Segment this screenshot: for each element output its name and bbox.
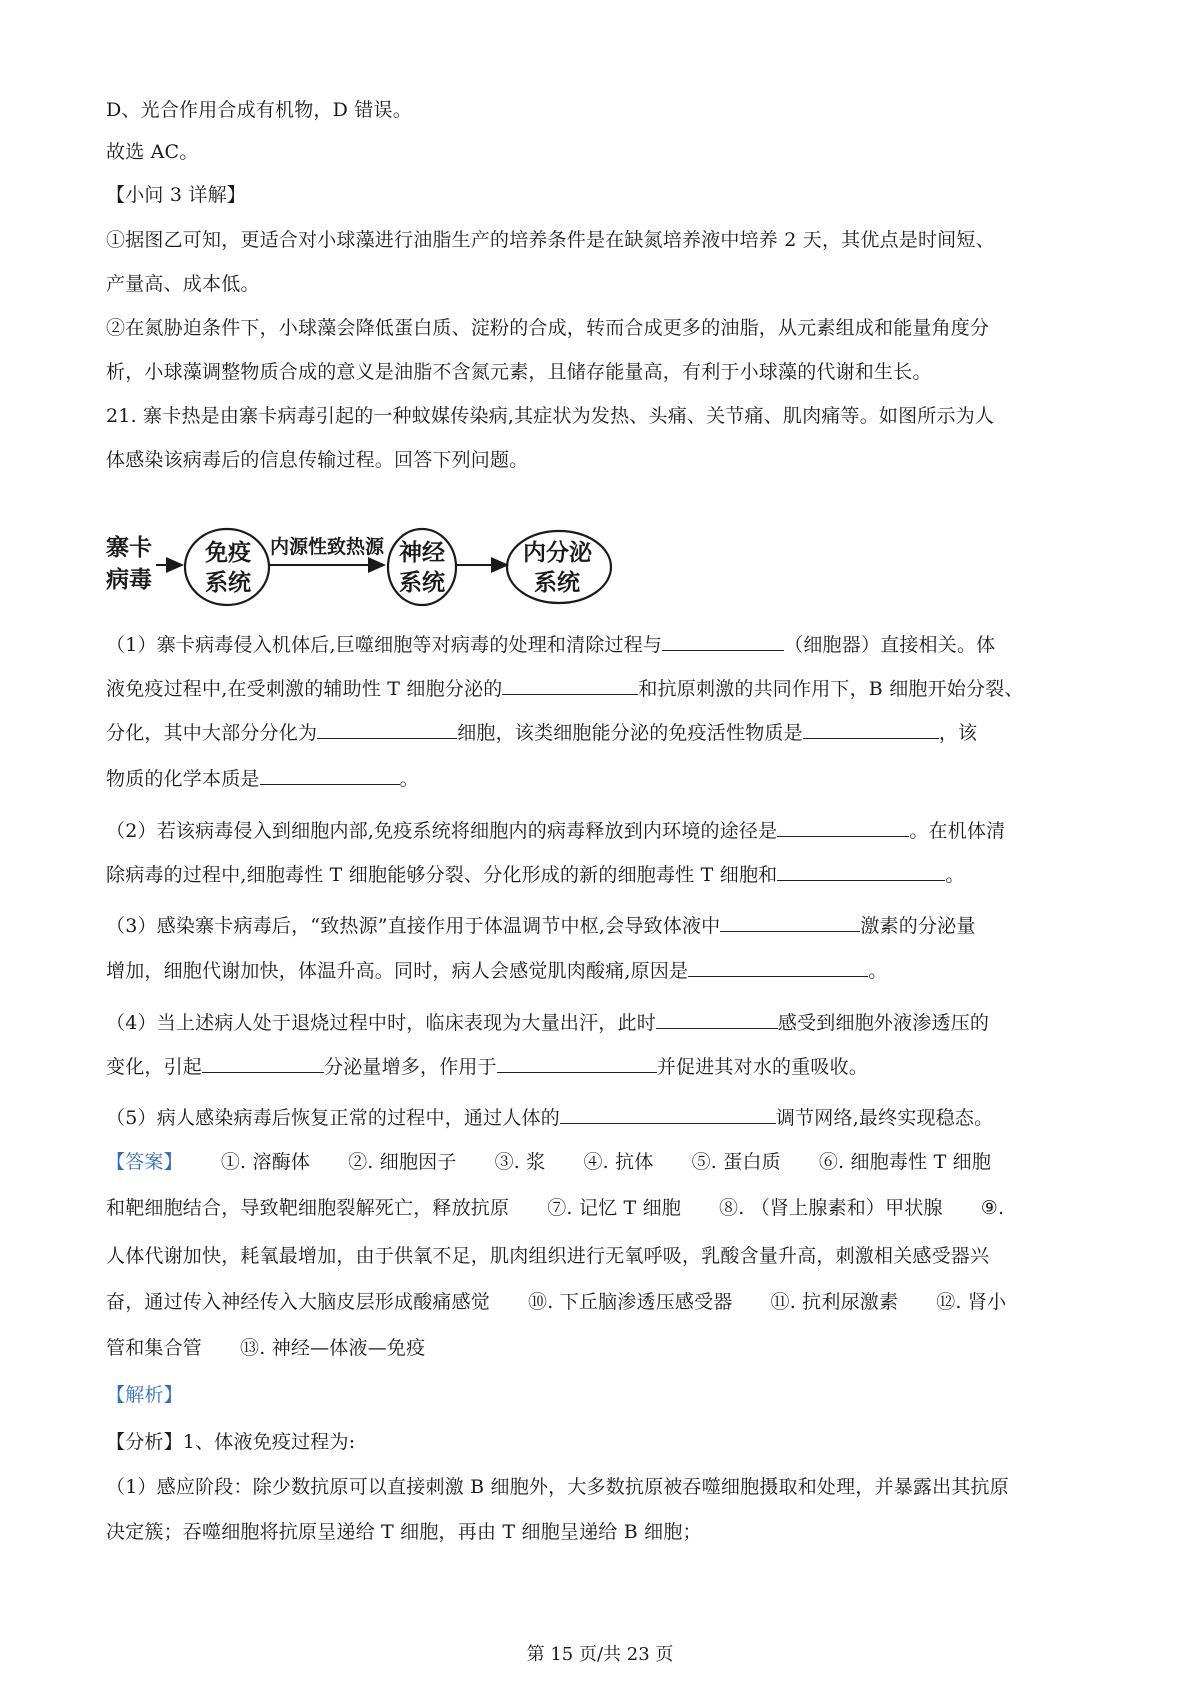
answer-item: 管和集合管 bbox=[106, 1337, 203, 1359]
question-text: 感受到细胞外液渗透压的 bbox=[777, 1012, 990, 1034]
diagram-source-line2: 病毒 bbox=[106, 567, 152, 593]
text-line: D、光合作用合成有机物，D 错误。 bbox=[106, 99, 412, 121]
question-line bbox=[106, 913, 1098, 938]
question-text: 和抗原刺激的共同作用下，B 细胞开始分裂、 bbox=[638, 678, 1024, 700]
answer-item: ⑪. 抗利尿激素 bbox=[770, 1291, 899, 1313]
answer-item: ⑤. 蛋白质 bbox=[691, 1151, 781, 1173]
answer-blank[interactable] bbox=[497, 1054, 657, 1073]
text-line: ①据图乙可知，更适合对小球藻进行油脂生产的培养条件是在缺氮培养液中培养 2 天，其优点是时间短、 bbox=[106, 229, 995, 251]
answer-tag: 【答案】 bbox=[106, 1151, 183, 1173]
answer-item: ⑧. （肾上腺素和）甲状腺 bbox=[719, 1197, 943, 1219]
question-text: 激素的分泌量 bbox=[860, 915, 976, 937]
analysis-line: （1）感应阶段：除少数抗原可以直接刺激 B 细胞外，大多数抗原被吞噬细胞摄取和处理，并暴露出其抗原 bbox=[106, 1476, 1009, 1498]
answer-item: ⑫. 肾小 bbox=[936, 1291, 1007, 1313]
question-text: 除病毒的过程中,细胞毒性 T 细胞能够分裂、分化形成的新的细胞毒性 T 细胞和 bbox=[106, 864, 778, 886]
text-line: 产量高、成本低。 bbox=[106, 273, 260, 295]
answer-blank[interactable] bbox=[777, 818, 909, 837]
question-text: 。 bbox=[868, 960, 888, 982]
answer-line bbox=[106, 1196, 1098, 1220]
question-line bbox=[106, 1010, 1098, 1035]
answer-blank[interactable] bbox=[777, 862, 945, 881]
answer-item: ①. 溶酶体 bbox=[220, 1151, 311, 1173]
answer-blank[interactable] bbox=[502, 676, 638, 695]
question-text: （1）寨卡病毒侵入机体后,巨噬细胞等对病毒的处理和清除过程与 bbox=[106, 634, 663, 656]
section-heading: 【小问 3 详解】 bbox=[106, 184, 246, 206]
question-line bbox=[106, 1105, 1098, 1130]
question-text: ，该 bbox=[938, 722, 978, 744]
answer-line bbox=[106, 1290, 1098, 1314]
question-line bbox=[106, 1054, 1098, 1079]
question-line bbox=[106, 958, 1098, 983]
question-line bbox=[106, 818, 1098, 843]
answer-blank[interactable] bbox=[656, 1010, 778, 1029]
answer-blank[interactable] bbox=[720, 913, 860, 932]
question-stem: 21. 寨卡热是由寨卡病毒引起的一种蚊媒传染病,其症状为发热、头痛、关节痛、肌肉痛等。如图所示为人 bbox=[106, 405, 995, 427]
answer-item: ⑬. 神经—体液—免疫 bbox=[240, 1337, 426, 1359]
answer-item: 和靶细胞结合，导致靶细胞裂解死亡，释放抗原 bbox=[106, 1197, 510, 1219]
question-line bbox=[106, 766, 1098, 791]
answer-blank[interactable] bbox=[560, 1105, 776, 1124]
question-text: 调节网络,最终实现稳态。 bbox=[775, 1107, 994, 1129]
answer-item: ⑨. bbox=[980, 1197, 1005, 1219]
question-text: 。 bbox=[945, 864, 965, 886]
question-text: （细胞器）直接相关。体 bbox=[784, 634, 996, 656]
answer-item: ④. 抗体 bbox=[583, 1151, 654, 1173]
text-line: 析，小球藻调整物质合成的意义是油脂不含氮元素，且储存能量高，有利于小球藻的代谢和生长。 bbox=[106, 361, 932, 383]
answer-line: 人体代谢加快，耗氧最增加，由于供氧不足，肌肉组织进行无氧呼吸，乳酸含量升高，刺激相关感受器兴 bbox=[106, 1245, 990, 1267]
answer-item: ⑩. 下丘脑渗透压感受器 bbox=[528, 1291, 733, 1313]
question-text: 变化，引起 bbox=[106, 1056, 203, 1078]
diagram-node-immune-line1: 免疫 bbox=[205, 540, 251, 566]
answer-blank[interactable] bbox=[202, 1054, 324, 1073]
answer-blank[interactable] bbox=[662, 632, 784, 651]
question-text: 增加，细胞代谢加快，体温升高。同时，病人会感觉肌肉酸痛,原因是 bbox=[106, 960, 689, 982]
diagram-node-endocrine-line2: 系统 bbox=[534, 570, 580, 596]
question-text: 分泌量增多，作用于 bbox=[324, 1056, 497, 1078]
answer-item: 奋，通过传入神经传入大脑皮层形成酸痛感觉 bbox=[106, 1291, 491, 1313]
question-text: 液免疫过程中,在受刺激的辅助性 T 细胞分泌的 bbox=[106, 678, 503, 700]
answer-item: ③. 浆 bbox=[494, 1151, 546, 1173]
question-text: （3）感染寨卡病毒后，“致热源”直接作用于体温调节中枢,会导致体液中 bbox=[106, 915, 721, 937]
question-stem: 体感染该病毒后的信息传输过程。回答下列问题。 bbox=[106, 449, 529, 471]
question-text: （2）若该病毒侵入到细胞内部,免疫系统将细胞内的病毒释放到内环境的途径是 bbox=[106, 820, 778, 842]
diagram-node-endocrine-line1: 内分泌 bbox=[523, 540, 592, 566]
analysis-line: 【分析】1、体液免疫过程为: bbox=[106, 1431, 356, 1453]
question-line bbox=[106, 862, 1098, 887]
diagram-node-immune-line2: 系统 bbox=[205, 570, 251, 596]
diagram-edge-label: 内源性致热源 bbox=[270, 536, 385, 558]
question-text: 。在机体清 bbox=[909, 820, 1006, 842]
text-line: 故选 AC。 bbox=[106, 141, 199, 163]
answer-item: ⑦. 记忆 T 细胞 bbox=[547, 1197, 682, 1219]
answer-item: ②. 细胞因子 bbox=[348, 1151, 457, 1173]
answer-blank[interactable] bbox=[260, 766, 400, 785]
diagram-node-nervous-line2: 系统 bbox=[399, 570, 445, 596]
answer-item: ⑥. 细胞毒性 T 细胞 bbox=[818, 1151, 992, 1173]
pathway-diagram bbox=[104, 525, 704, 615]
question-line bbox=[106, 676, 1098, 701]
diagram-source-line1: 寨卡 bbox=[106, 535, 152, 561]
question-text: 细胞，该类细胞能分泌的免疫活性物质是 bbox=[457, 722, 803, 744]
analysis-line: 决定簇；吞噬细胞将抗原呈递给 T 细胞，再由 T 细胞呈递给 B 细胞； bbox=[106, 1521, 702, 1543]
question-text: 并促进其对水的重吸收。 bbox=[656, 1056, 869, 1078]
question-line bbox=[106, 720, 1098, 745]
answer-line bbox=[106, 1150, 1098, 1174]
answer-blank[interactable] bbox=[803, 720, 939, 739]
diagram-node-nervous-line1: 神经 bbox=[399, 540, 445, 566]
question-text: （4）当上述病人处于退烧过程中时，临床表现为大量出汗，此时 bbox=[106, 1012, 656, 1034]
question-line bbox=[106, 632, 1098, 657]
question-text: 物质的化学本质是 bbox=[106, 768, 260, 790]
analysis-tag: 【解析】 bbox=[106, 1384, 183, 1406]
text-line: ②在氮胁迫条件下，小球藻会降低蛋白质、淀粉的合成，转而合成更多的油脂，从元素组成和能量角度分 bbox=[106, 317, 990, 339]
answer-blank[interactable] bbox=[688, 958, 868, 977]
page-footer: 第 15 页/共 23 页 bbox=[526, 1644, 674, 1665]
question-text: 。 bbox=[399, 768, 419, 790]
answer-line bbox=[106, 1336, 1098, 1360]
question-text: （5）病人感染病毒后恢复正常的过程中，通过人体的 bbox=[106, 1107, 560, 1129]
answer-blank[interactable] bbox=[317, 720, 457, 739]
question-text: 分化，其中大部分分化为 bbox=[106, 722, 318, 744]
